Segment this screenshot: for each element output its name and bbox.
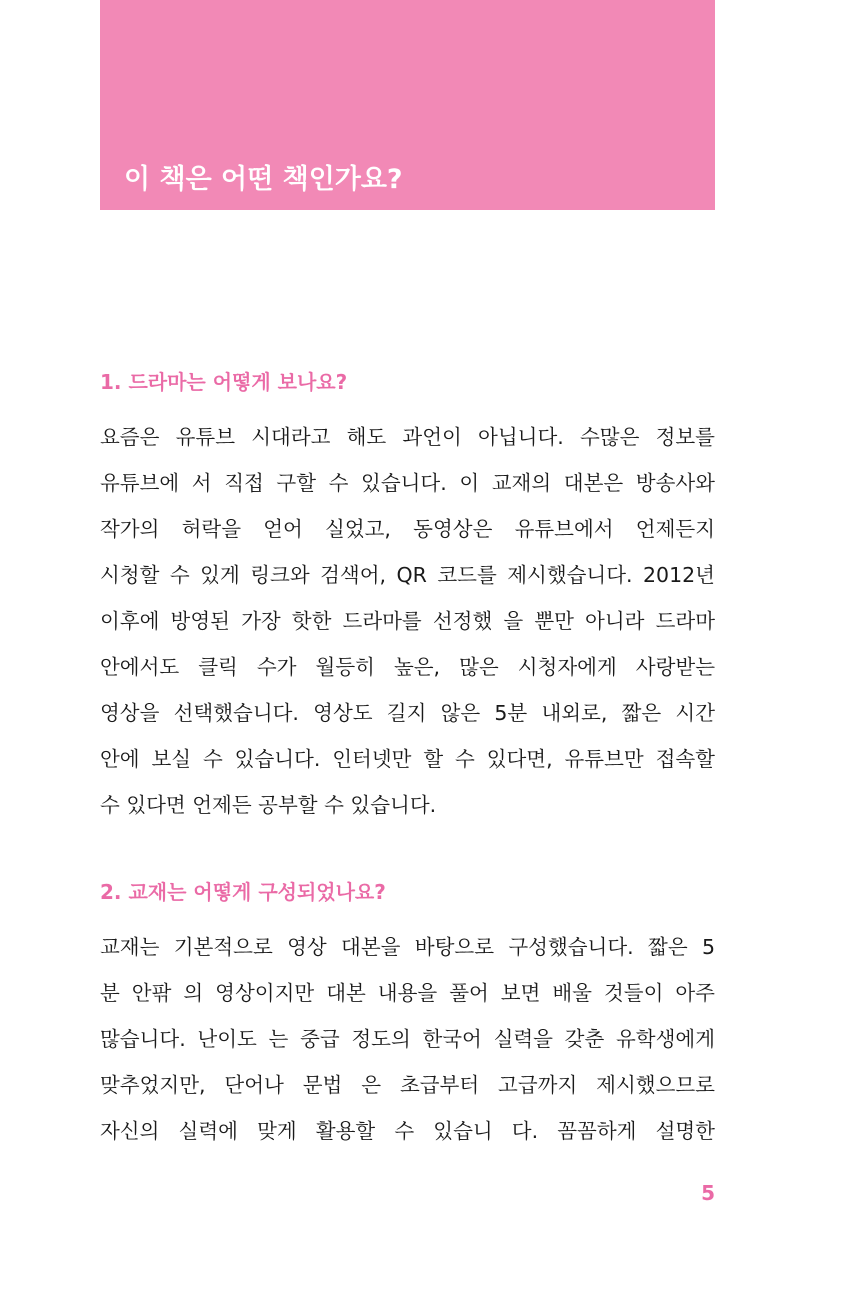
- text-line: 안에 보실 수 있습니다. 인터넷만 할 수 있다면, 유튜브만 접속할: [100, 747, 715, 771]
- section-heading-2: 2. 교재는 어떻게 구성되었나요?: [100, 880, 386, 904]
- text-line: 안에서도 클릭 수가 월등히 높은, 많은 시청자에게 사랑받는: [100, 655, 715, 679]
- text-line: 많습니다. 난이도 는 중급 정도의 한국어 실력을 갖춘 유학생에게: [100, 1027, 715, 1051]
- text-line: 자신의 실력에 맞게 활용할 수 있습니 다. 꼼꼼하게 설명한: [100, 1119, 715, 1143]
- text-line: 이후에 방영된 가장 핫한 드라마를 선정했 을 뿐만 아니라 드라마: [100, 609, 715, 633]
- section-heading-1: 1. 드라마는 어떻게 보나요?: [100, 370, 348, 394]
- text-line: 시청할 수 있게 링크와 검색어, QR 코드를 제시했습니다. 2012년: [100, 563, 715, 587]
- text-line: 작가의 허락을 얻어 실었고, 동영상은 유튜브에서 언제든지: [100, 517, 715, 541]
- text-line: 교재는 기본적으로 영상 대본을 바탕으로 구성했습니다. 짧은 5: [100, 935, 715, 959]
- text-line: 맞추었지만, 단어나 문법 은 초급부터 고급까지 제시했으므로: [100, 1073, 715, 1097]
- text-line: 분 안팎 의 영상이지만 대본 내용을 풀어 보면 배울 것들이 아주: [100, 981, 715, 1005]
- page-title: 이 책은 어떤 책인가요?: [124, 164, 403, 195]
- text-line: 요즘은 유튜브 시대라고 해도 과언이 아닙니다. 수많은 정보를: [100, 425, 715, 449]
- section-body-1: [100, 414, 715, 828]
- content: [100, 362, 715, 1154]
- text-line: 수 있다면 언제든 공부할 수 있습니다.: [100, 793, 437, 817]
- text-line: 유튜브에 서 직접 구할 수 있습니다. 이 교재의 대본은 방송사와: [100, 471, 715, 495]
- section-spacer: [100, 828, 715, 872]
- header-band: [100, 0, 715, 210]
- page-number: 5: [701, 1181, 715, 1205]
- section-body-2: [100, 924, 715, 1154]
- text-line: 영상을 선택했습니다. 영상도 길지 않은 5분 내외로, 짧은 시간: [100, 701, 715, 725]
